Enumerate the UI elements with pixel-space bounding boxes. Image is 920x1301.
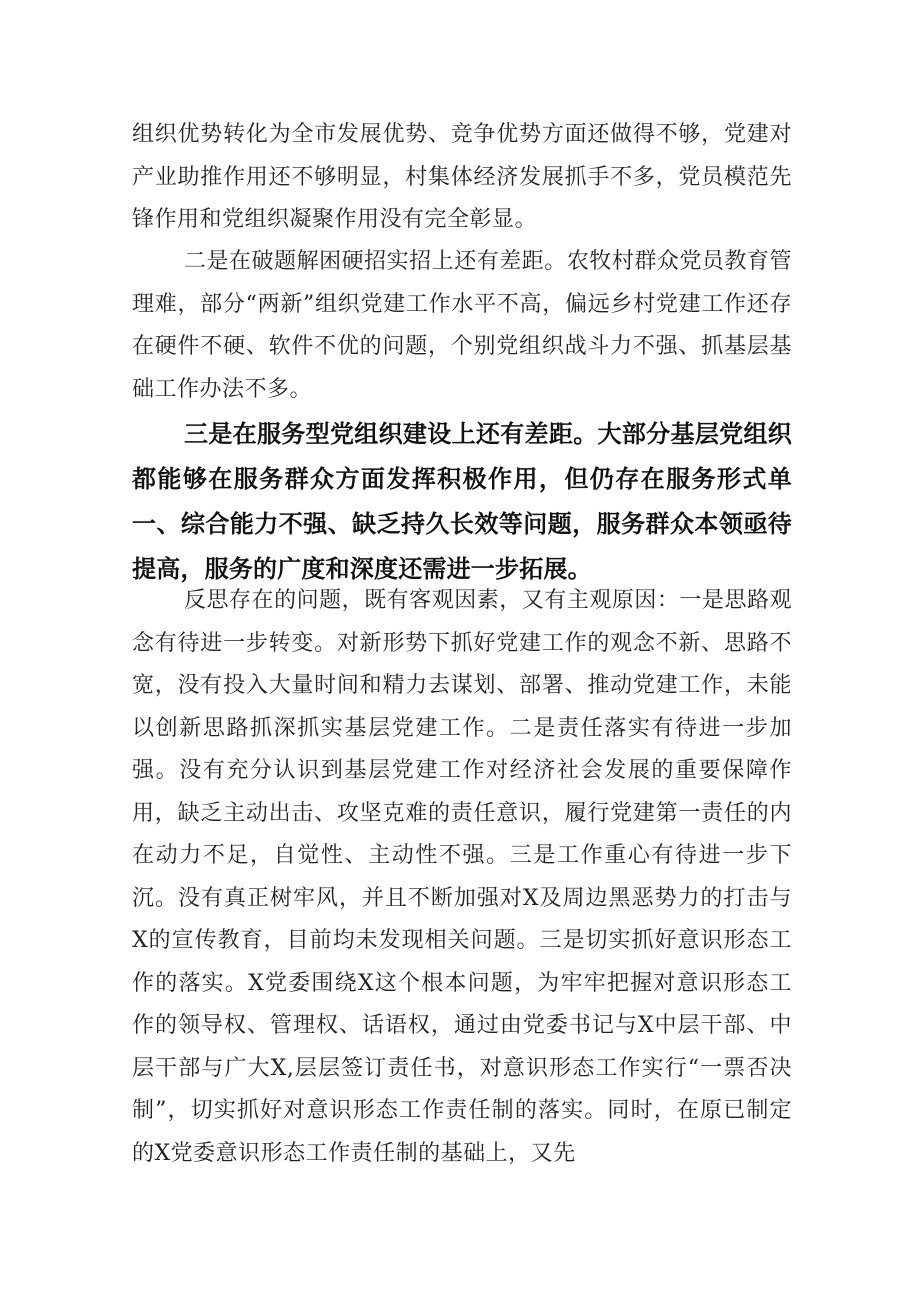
paragraph-1: 组织优势转化为全市发展优势、竞争优势方面还做得不够，党建对产业助推作用还不够明显，村集体经济发展抓手不多，党员模范先锋作用和党组织凝聚作用没有完全彰显。	[132, 122, 792, 232]
paragraph-4: 反思存在的问题，既有客观因素，又有主观原因：一是思路观念有待进一步转变。对新形势下抓好党建工作的观念不新、思路不宽，没有投入大量时间和精力去谋划、部署、推动党建工作，未能以创新思路抓深抓实基层党建工作。二是责任落实有待进一步加强。没有充分认识到基层党建工作对经济社会发展的重要保障作用，缺乏主动出击、攻坚克难的责任意识，履行党建第一责任的内在动力不足，自觉性、主动性不强。三是工作重心有待进一步下沉。没有真正树牢风，并且不断加强对X及周边黑恶势力的打击与X的宣传教育，目前均未发现相关问题。三是切实抓好意识形态工作的落实。X党委围绕X这个根本问题，为牢牢把握对意识形态工作的领导权、管理权、话语权，通过由党委书记与X中层干部、中层干部与广大X,层层签订责任书，对意识形态工作实行“一票否决制”，切实抓好对意识形态工作责任制的落实。同时，在原已制定的X党委意识形态工作责任制的基础上，又先	[132, 588, 792, 1166]
paragraph-2: 二是在破题解困硬招实招上还有差距。农牧村群众党员教育管理难，部分“两新”组织党建工作水平不高，偏远乡村党建工作还存在硬件不硬、软件不优的问题，个别党组织战斗力不强、抓基层基础工作办法不多。	[132, 249, 792, 402]
paragraph-3-bold: 三是在服务型党组织建设上还有差距。大部分基层党组织都能够在服务群众方面发挥积极作用，但仍存在服务形式单一、综合能力不强、缺乏持久长效等问题，服务群众本领亟待提高，服务的广度和深度还需进一步拓展。	[132, 420, 792, 583]
